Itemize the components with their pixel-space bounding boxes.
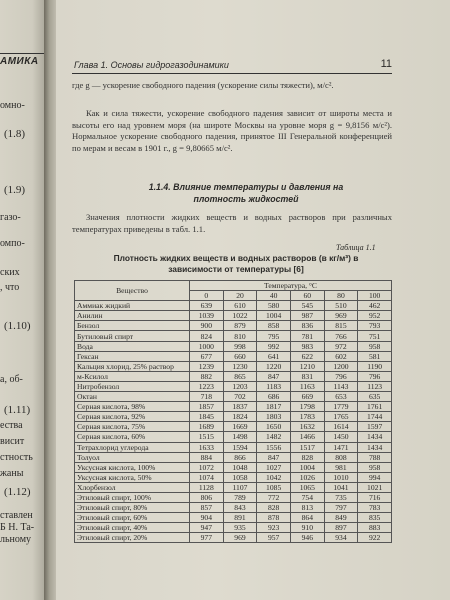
density-cell: 702 <box>223 392 257 402</box>
density-cell: 1065 <box>290 482 324 492</box>
density-cell: 864 <box>290 513 324 523</box>
density-cell: 735 <box>324 492 358 502</box>
density-cell: 1210 <box>290 361 324 371</box>
density-cell: 1515 <box>190 432 224 442</box>
density-cell: 981 <box>324 462 358 472</box>
density-cell: 1434 <box>358 442 392 452</box>
density-cell: 904 <box>190 513 224 523</box>
substance-cell: Этиловый спирт, 80% <box>75 503 190 513</box>
density-cell: 972 <box>324 341 358 351</box>
density-cell: 1026 <box>290 472 324 482</box>
density-cell: 1857 <box>190 402 224 412</box>
table-row <box>75 462 392 472</box>
table-row <box>75 311 392 321</box>
density-cell: 1498 <box>223 432 257 442</box>
table-row <box>75 533 392 543</box>
density-cell: 602 <box>324 351 358 361</box>
table-row <box>75 472 392 482</box>
density-cell: 639 <box>190 301 224 311</box>
density-cell: 1163 <box>290 381 324 391</box>
substance-cell: Октан <box>75 392 190 402</box>
density-cell: 1650 <box>257 422 291 432</box>
density-cell: 783 <box>358 503 392 513</box>
substance-cell: Гексан <box>75 351 190 361</box>
density-cell: 1021 <box>358 482 392 492</box>
density-cell: 1027 <box>257 462 291 472</box>
table-row <box>75 301 392 311</box>
table-row <box>75 341 392 351</box>
paragraph-1: где g — ускорение свободного падения (ускорение силы тяжести), м/с². <box>72 80 334 90</box>
chapter-title: Глава 1. Основы гидрогазодинамики <box>74 60 229 70</box>
density-cell: 824 <box>190 331 224 341</box>
left-page <box>0 0 46 600</box>
density-cell: 847 <box>257 371 291 381</box>
density-cell: 1072 <box>190 462 224 472</box>
left-page-fragment: омно- <box>0 100 25 111</box>
left-page-fragment: льному <box>0 534 32 545</box>
density-cell: 969 <box>324 311 358 321</box>
running-head <box>72 59 392 74</box>
density-cell: 1614 <box>324 422 358 432</box>
density-cell: 1022 <box>223 311 257 321</box>
density-cell: 1517 <box>290 442 324 452</box>
table-row <box>75 412 392 422</box>
substance-cell: Хлорбензол <box>75 482 190 492</box>
density-cell: 1632 <box>290 422 324 432</box>
substance-cell: Толуол <box>75 452 190 462</box>
paragraph-2: Как и сила тяжести, ускорение свободного падения зависит от широты места и высоты его над уровнем моря (на широте Москвы на уровне моря g = 9,8156 м/с²). Нормальное ускорение свободного падения, принятое III Генеральной конференцией по мерам и весам в 1901 г., g = 9,80665 м/с². <box>72 108 392 153</box>
density-cell: 677 <box>190 351 224 361</box>
substance-header: Вещество <box>75 281 190 301</box>
density-cell: 828 <box>290 452 324 462</box>
substance-cell: Серная кислота, 92% <box>75 412 190 422</box>
left-page-fragment: ставлен <box>0 510 33 521</box>
density-cell: 865 <box>223 371 257 381</box>
substance-cell: Этиловый спирт, 100% <box>75 492 190 502</box>
density-cell: 879 <box>223 321 257 331</box>
density-cell: 610 <box>223 301 257 311</box>
substance-cell: Этиловый спирт, 20% <box>75 533 190 543</box>
density-cell: 923 <box>257 523 291 533</box>
left-page-fragment: стность <box>0 452 33 463</box>
density-cell: 754 <box>290 492 324 502</box>
density-cell: 828 <box>257 503 291 513</box>
density-cell: 653 <box>324 392 358 402</box>
density-cell: 1824 <box>223 412 257 422</box>
density-cell: 849 <box>324 513 358 523</box>
table-row <box>75 381 392 391</box>
density-cell: 883 <box>358 523 392 533</box>
density-cell: 716 <box>358 492 392 502</box>
density-cell: 1633 <box>190 442 224 452</box>
density-cell: 510 <box>324 301 358 311</box>
substance-cell: Этиловый спирт, 60% <box>75 513 190 523</box>
density-cell: 1669 <box>223 422 257 432</box>
paragraph-3: Значения плотности жидких веществ и водных растворов при различных температурах приведены в табл. 1.1. <box>72 212 392 234</box>
table-row <box>75 402 392 412</box>
density-cell: 946 <box>290 533 324 543</box>
density-cell: 835 <box>358 513 392 523</box>
table-row <box>75 513 392 523</box>
left-page-fragment: (1.9) <box>4 184 26 196</box>
density-cell: 813 <box>290 503 324 513</box>
density-cell: 1190 <box>358 361 392 371</box>
density-cell: 836 <box>290 321 324 331</box>
density-cell: 1798 <box>290 402 324 412</box>
density-cell: 1594 <box>223 442 257 452</box>
left-page-fragment: газо- <box>0 212 21 223</box>
table-row <box>75 331 392 341</box>
table-title: Плотность жидких веществ и водных растворов (в кг/м³) в зависимости от температуры [6] <box>113 253 359 274</box>
density-cell: 766 <box>324 331 358 341</box>
density-cell: 1203 <box>223 381 257 391</box>
substance-cell: Аммиак жидкий <box>75 301 190 311</box>
density-cell: 992 <box>257 341 291 351</box>
density-cell: 462 <box>358 301 392 311</box>
substance-cell: Тетрахлорид углерода <box>75 442 190 452</box>
density-cell: 808 <box>324 452 358 462</box>
substance-cell: Вода <box>75 341 190 351</box>
table-row <box>75 361 392 371</box>
density-cell: 1845 <box>190 412 224 422</box>
table-row <box>75 371 392 381</box>
density-cell: 772 <box>257 492 291 502</box>
density-cell: 1183 <box>257 381 291 391</box>
density-cell: 897 <box>324 523 358 533</box>
density-cell: 1004 <box>290 462 324 472</box>
substance-cell: Бутиловый спирт <box>75 331 190 341</box>
density-cell: 686 <box>257 392 291 402</box>
density-cell: 998 <box>223 341 257 351</box>
density-cell: 882 <box>190 371 224 381</box>
density-cell: 789 <box>223 492 257 502</box>
density-cell: 1765 <box>324 412 358 422</box>
density-cell: 857 <box>190 503 224 513</box>
density-cell: 983 <box>290 341 324 351</box>
density-cell: 866 <box>223 452 257 462</box>
table-body <box>75 301 392 543</box>
density-cell: 1761 <box>358 402 392 412</box>
substance-cell: Серная кислота, 60% <box>75 432 190 442</box>
right-page <box>56 0 450 600</box>
density-cell: 718 <box>190 392 224 402</box>
table-row <box>75 452 392 462</box>
temperature-cell: 100 <box>358 291 392 301</box>
page-number: 11 <box>380 58 392 70</box>
density-cell: 669 <box>290 392 324 402</box>
density-cell: 806 <box>190 492 224 502</box>
density-cell: 900 <box>190 321 224 331</box>
density-cell: 751 <box>358 331 392 341</box>
density-cell: 1689 <box>190 422 224 432</box>
density-cell: 815 <box>324 321 358 331</box>
density-cell: 1048 <box>223 462 257 472</box>
left-page-fragment: (1.10) <box>4 320 31 332</box>
table-row <box>75 442 392 452</box>
density-cell: 660 <box>223 351 257 361</box>
density-cell: 793 <box>358 321 392 331</box>
density-cell: 1085 <box>257 482 291 492</box>
table-row <box>75 482 392 492</box>
table-row <box>75 523 392 533</box>
left-page-fragment: ества <box>0 420 23 431</box>
density-cell: 947 <box>190 523 224 533</box>
section-heading: 1.1.4. Влияние температуры и давления на плотность жидкостей <box>148 182 344 204</box>
density-cell: 580 <box>257 301 291 311</box>
density-cell: 1450 <box>324 432 358 442</box>
left-page-fragment: , что <box>0 282 20 293</box>
temperature-cell: 20 <box>223 291 257 301</box>
density-cell: 1058 <box>223 472 257 482</box>
density-cell: 1000 <box>190 341 224 351</box>
density-cell: 810 <box>223 331 257 341</box>
density-cell: 910 <box>290 523 324 533</box>
density-cell: 641 <box>257 351 291 361</box>
density-cell: 781 <box>290 331 324 341</box>
density-cell: 1471 <box>324 442 358 452</box>
left-page-fragment: Б Н. Та- <box>0 522 35 533</box>
temperature-cell: 40 <box>257 291 291 301</box>
substance-cell: Бензол <box>75 321 190 331</box>
left-page-fragment: омпо- <box>0 238 25 249</box>
density-cell: 958 <box>358 462 392 472</box>
density-cell: 847 <box>257 452 291 462</box>
density-cell: 545 <box>290 301 324 311</box>
density-cell: 1039 <box>190 311 224 321</box>
substance-cell: Уксусная кислота, 100% <box>75 462 190 472</box>
density-cell: 1466 <box>290 432 324 442</box>
density-cell: 891 <box>223 513 257 523</box>
density-cell: 796 <box>324 371 358 381</box>
density-cell: 1220 <box>257 361 291 371</box>
density-cell: 788 <box>358 452 392 462</box>
density-cell: 1597 <box>358 422 392 432</box>
table-row <box>75 503 392 513</box>
density-cell: 1744 <box>358 412 392 422</box>
left-page-fragment: висит <box>0 436 25 447</box>
density-cell: 831 <box>290 371 324 381</box>
density-cell: 884 <box>190 452 224 462</box>
substance-cell: Уксусная кислота, 50% <box>75 472 190 482</box>
substance-cell: Этиловый спирт, 40% <box>75 523 190 533</box>
density-cell: 1779 <box>324 402 358 412</box>
substance-cell: Нитробензол <box>75 381 190 391</box>
density-cell: 994 <box>358 472 392 482</box>
temperature-cell: 80 <box>324 291 358 301</box>
density-cell: 1223 <box>190 381 224 391</box>
table-row <box>75 392 392 402</box>
left-page-fragment: ских <box>0 267 20 278</box>
substance-cell: Серная кислота, 98% <box>75 402 190 412</box>
density-cell: 969 <box>223 533 257 543</box>
density-cell: 952 <box>358 311 392 321</box>
density-cell: 922 <box>358 533 392 543</box>
density-cell: 1123 <box>358 381 392 391</box>
density-cell: 1042 <box>257 472 291 482</box>
density-cell: 1004 <box>257 311 291 321</box>
temperature-header: Температура, °С <box>190 281 392 291</box>
table-row <box>75 321 392 331</box>
density-cell: 1074 <box>190 472 224 482</box>
substance-cell: Кальция хлорид, 25% раствор <box>75 361 190 371</box>
density-cell: 1143 <box>324 381 358 391</box>
density-cell: 977 <box>190 533 224 543</box>
density-cell: 1200 <box>324 361 358 371</box>
density-cell: 797 <box>324 503 358 513</box>
density-cell: 1041 <box>324 482 358 492</box>
density-cell: 958 <box>358 341 392 351</box>
left-page-header: АМИКА <box>0 53 44 67</box>
table-row <box>75 492 392 502</box>
density-cell: 1783 <box>290 412 324 422</box>
substance-cell: Анилин <box>75 311 190 321</box>
left-page-fragment: (1.12) <box>4 486 31 498</box>
density-cell: 622 <box>290 351 324 361</box>
density-cell: 1803 <box>257 412 291 422</box>
density-cell: 1817 <box>257 402 291 412</box>
density-table <box>74 280 392 543</box>
density-cell: 795 <box>257 331 291 341</box>
density-cell: 1128 <box>190 482 224 492</box>
density-cell: 878 <box>257 513 291 523</box>
density-cell: 843 <box>223 503 257 513</box>
density-cell: 1107 <box>223 482 257 492</box>
substance-cell: Серная кислота, 75% <box>75 422 190 432</box>
density-cell: 1837 <box>223 402 257 412</box>
density-cell: 987 <box>290 311 324 321</box>
density-cell: 935 <box>223 523 257 533</box>
table-label: Таблица 1.1 <box>336 243 376 252</box>
density-cell: 581 <box>358 351 392 361</box>
density-cell: 1556 <box>257 442 291 452</box>
left-page-fragment: (1.11) <box>4 404 31 416</box>
table-row <box>75 422 392 432</box>
density-cell: 957 <box>257 533 291 543</box>
table-row <box>75 351 392 361</box>
substance-cell: м-Ксилол <box>75 371 190 381</box>
left-page-fragment: (1.8) <box>4 128 26 140</box>
density-cell: 796 <box>358 371 392 381</box>
density-cell: 1230 <box>223 361 257 371</box>
density-cell: 1239 <box>190 361 224 371</box>
temperature-cell: 60 <box>290 291 324 301</box>
density-cell: 858 <box>257 321 291 331</box>
density-cell: 1010 <box>324 472 358 482</box>
left-page-fragment: жаны <box>0 468 24 479</box>
density-cell: 1482 <box>257 432 291 442</box>
density-cell: 635 <box>358 392 392 402</box>
table-row <box>75 432 392 442</box>
density-cell: 934 <box>324 533 358 543</box>
density-cell: 1434 <box>358 432 392 442</box>
left-page-fragment: а, об- <box>0 374 23 385</box>
temperature-cell: 0 <box>190 291 224 301</box>
